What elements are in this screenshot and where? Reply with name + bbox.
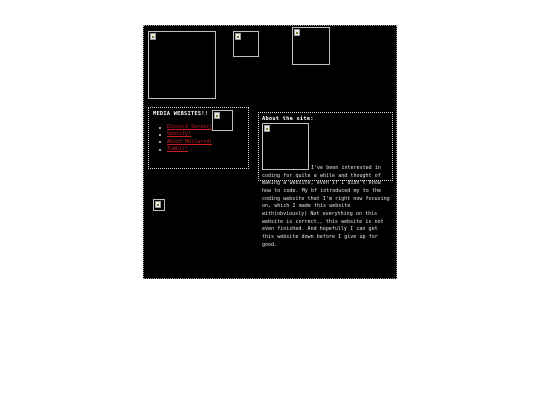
media-websites-heading: MEDIA WEBSITES!!	[153, 111, 209, 117]
broken-image-icon	[214, 112, 220, 119]
link-discord[interactable]: Discord Server!	[167, 124, 213, 130]
header-image-small	[233, 31, 259, 57]
list-item	[153, 139, 212, 146]
list-item	[153, 124, 212, 131]
about-image	[262, 123, 309, 170]
broken-image-icon	[264, 125, 270, 132]
broken-image-icon	[235, 33, 241, 40]
about-text: I've been interested in coding for quite a while and thought of making a website, even if I didn't know how to code. My bf introduced my to the coding website that I'm right now focusing on, which I made this website with(obviously) Not everything on this website is correct., this website is not even finished. And hopefully I can get this website down before I give up for good.	[262, 165, 390, 248]
header-image-medium	[292, 27, 330, 65]
page-container	[143, 25, 397, 279]
about-heading: About the site:	[262, 116, 314, 122]
media-box-image	[212, 110, 233, 131]
broken-image-icon	[155, 201, 161, 208]
media-links-list	[153, 124, 212, 154]
side-image-small	[153, 199, 165, 211]
header-image-large	[148, 31, 216, 99]
list-item	[153, 146, 212, 153]
link-spotify[interactable]: Spotify!	[167, 131, 192, 138]
broken-image-icon	[150, 33, 156, 40]
link-about-me[interactable]: About Me(Carrd)	[167, 138, 213, 145]
broken-image-icon	[294, 29, 300, 36]
link-tumblr[interactable]: Tumblr!	[167, 146, 189, 153]
list-item	[153, 131, 212, 138]
